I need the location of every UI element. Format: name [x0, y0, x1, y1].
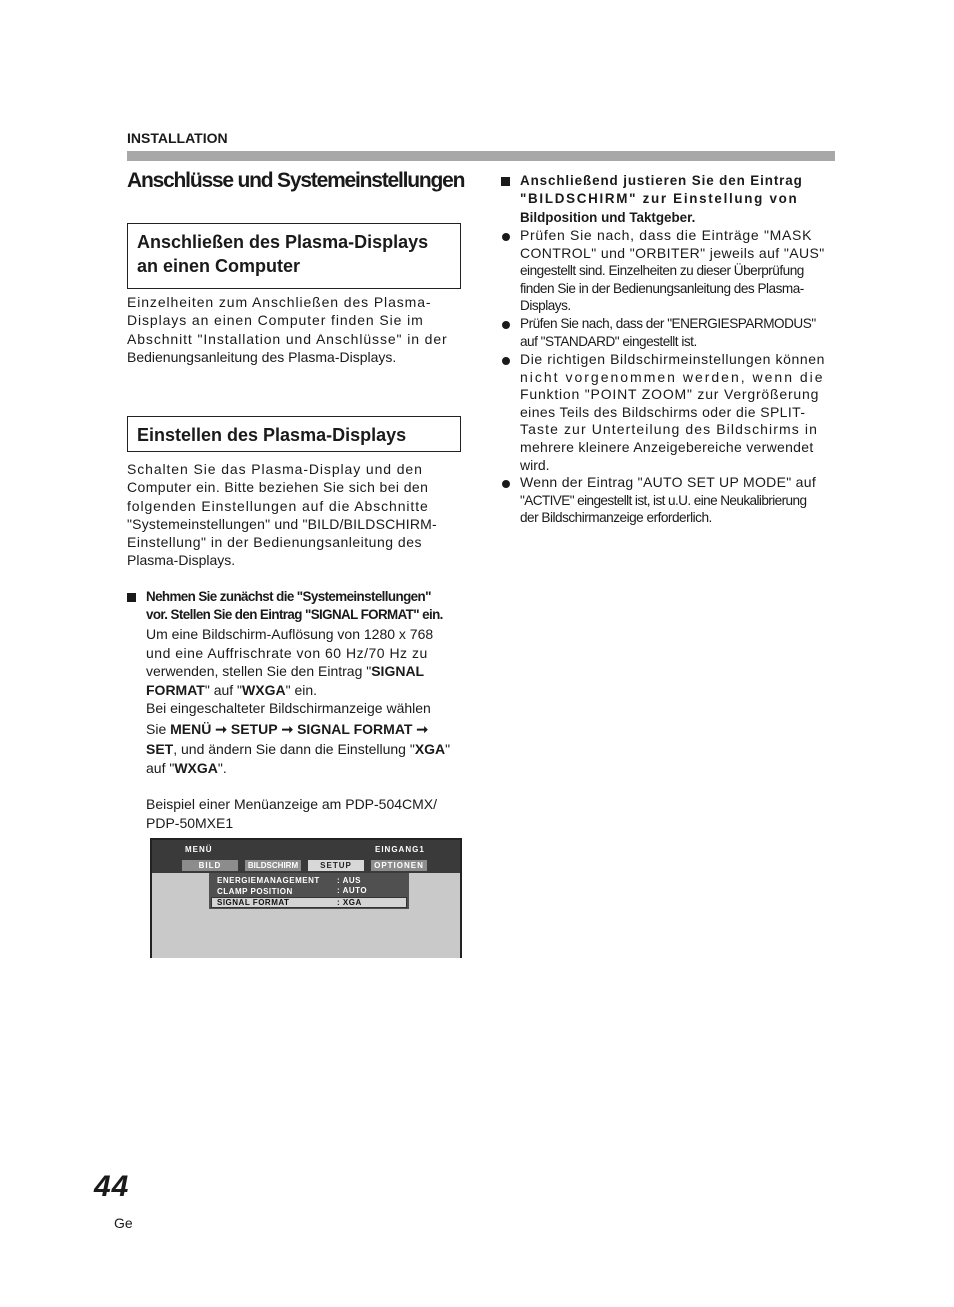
text-run: , und ändern Sie dann die Einstellung " — [173, 741, 415, 757]
menu-tab-optionen: OPTIONEN — [371, 860, 427, 871]
square-bullet-icon — [501, 177, 510, 186]
bullet-dot-icon — [502, 233, 510, 241]
text-line: und eine Auffrischrate von 60 Hz/70 Hz zu — [146, 644, 428, 661]
heading-line: Anschließen des Plasma-Displays — [137, 232, 429, 252]
menu-row-label: CLAMP POSITION — [217, 887, 293, 896]
page-number: 44 — [94, 1170, 130, 1203]
text-run: XGA — [414, 741, 446, 757]
text-run: FORMAT — [146, 681, 205, 698]
text-line: "ACTIVE" eingestellt ist, ist u.U. eine Neukalibrierung — [520, 492, 807, 508]
text-run: verwenden, stellen Sie den Eintrag " — [146, 663, 372, 679]
text-line: Nehmen Sie zunächst die "Systemeinstellungen" — [146, 589, 431, 604]
text-line: Wenn der Eintrag "AUTO SET UP MODE" auf — [520, 474, 817, 490]
body-signal-format — [146, 625, 462, 832]
text-line: eines Teils des Bildschirms oder die SPLIT- — [520, 403, 806, 420]
arrow-right-icon: ➞ — [215, 720, 227, 737]
menu-row-label: SIGNAL FORMAT — [217, 898, 290, 907]
text-line — [146, 662, 462, 681]
text-run: WXGA — [242, 681, 286, 698]
text-line: Schalten Sie das Plasma-Display und den — [127, 461, 423, 477]
text-line: folgenden Einstellungen auf die Abschnitte — [127, 497, 429, 514]
heading-line: Einstellen des Plasma-Displays — [137, 425, 407, 445]
text-line: "BILDSCHIRM" zur Einstellung von — [520, 191, 799, 207]
item-energiesparmodus — [520, 315, 836, 350]
text-run: auf " — [146, 759, 175, 776]
section-label: INSTALLATION — [127, 130, 228, 146]
text-line: Prüfen Sie nach, dass der "ENERGIESPARMODUS" — [520, 316, 816, 331]
text-line: PDP-50MXE1 — [146, 814, 234, 831]
text-line: der Bildschirmanzeige erforderlich. — [520, 510, 712, 526]
text-line: Abschnitt "Installation und Anschlüsse" in der — [127, 330, 448, 347]
menu-row-value: : AUS — [337, 876, 361, 885]
text-line: Bedienungsanleitung des Plasma-Displays. — [127, 348, 397, 365]
text-line: Plasma-Displays. — [127, 552, 236, 569]
text-run: SIGNAL — [371, 663, 425, 679]
menu-input-label: EINGANG1 — [375, 845, 425, 854]
text-run: " — [445, 741, 451, 757]
text-line: Einzelheiten zum Anschließen des Plasma- — [127, 294, 432, 310]
arrow-right-icon: ➞ — [281, 720, 294, 737]
bullet-dot-icon — [502, 480, 510, 488]
text-line — [146, 720, 462, 739]
menu-screenshot — [150, 838, 462, 958]
item-point-zoom — [520, 351, 836, 474]
text-line: eingestellt sind. Einzelheiten zu dieser Überprüfung — [520, 263, 804, 279]
text-line: Displays an einen Computer finden Sie im — [127, 312, 424, 329]
text-run: ". — [217, 759, 227, 776]
text-run: MENÜ — [170, 720, 212, 737]
bullet-heading-bildschirm — [520, 172, 830, 227]
item-auto-setup — [520, 474, 836, 527]
text-line: Die richtigen Bildschirmeinstellungen können — [520, 351, 825, 367]
menu-header — [152, 840, 460, 873]
page-title: Anschlüsse und Systemeinstellungen — [127, 169, 465, 192]
text-line: wird. — [520, 456, 550, 473]
text-run: " ein. — [285, 681, 318, 698]
text-line: CONTROL" und "ORBITER" jeweils auf "AUS" — [520, 244, 825, 261]
text-line: Beispiel einer Menüanzeige am PDP-504CMX/ — [146, 796, 438, 812]
text-line: nicht vorgenommen werden, wenn die — [520, 368, 825, 385]
text-line: Um eine Bildschirm-Auflösung von 1280 x 768 — [146, 626, 434, 642]
menu-row-value: : XGA — [337, 898, 362, 907]
text-line: finden Sie in der Bedienungsanleitung des Plasma- — [520, 280, 804, 296]
text-line: vor. Stellen Sie den Eintrag "SIGNAL FORMAT" ein. — [146, 607, 443, 623]
text-run: SETUP — [230, 720, 278, 737]
text-run: SET — [146, 741, 174, 757]
text-run: WXGA — [174, 759, 218, 776]
heading-line: an einen Computer — [137, 256, 301, 276]
text-line: Funktion "POINT ZOOM" zur Vergrößerung — [520, 386, 820, 403]
text-run: " auf " — [204, 681, 243, 698]
text-line: Bei eingeschalteter Bildschirmanzeige wählen — [146, 700, 431, 716]
text-line: Einstellung" in der Bedienungsanleitung des — [127, 534, 422, 551]
bullet-heading-system — [146, 588, 466, 625]
text-line — [146, 681, 462, 700]
text-line: "Systemeinstellungen" und "BILD/BILDSCHIRM- — [127, 515, 437, 532]
text-run: Sie — [146, 720, 171, 737]
menu-tab-bildschirm: BILDSCHIRM — [245, 860, 301, 871]
bullet-dot-icon — [502, 357, 510, 365]
menu-row-value: : AUTO — [337, 886, 368, 895]
menu-row-label: ENERGIEMANAGEMENT — [217, 876, 320, 885]
heading-connect-computer — [127, 223, 461, 289]
paragraph-connect — [127, 293, 462, 366]
menu-tab-bild: BILD — [182, 860, 238, 871]
paragraph-setup — [127, 460, 462, 570]
item-mask-control — [520, 227, 836, 315]
text-line: Taste zur Unterteilung des Bildschirms in — [520, 421, 818, 438]
text-line — [146, 759, 462, 778]
header-rule — [127, 151, 835, 161]
menu-setup-panel — [209, 873, 409, 909]
text-line: Bildposition und Taktgeber. — [520, 209, 696, 225]
text-line: Anschließend justieren Sie den Eintrag — [520, 173, 803, 188]
bullet-dot-icon — [502, 321, 510, 329]
text-line: Prüfen Sie nach, dass die Einträge "MASK — [520, 227, 813, 243]
menu-title: MENÜ — [185, 845, 213, 854]
text-line: mehrere kleinere Anzeigebereiche verwendet — [520, 438, 814, 455]
menu-tab-setup: SETUP — [308, 860, 364, 871]
text-line: Displays. — [520, 298, 571, 314]
text-line: auf "STANDARD" eingestellt ist. — [520, 333, 697, 349]
square-bullet-icon — [127, 593, 136, 602]
text-run: SIGNAL FORMAT — [297, 720, 413, 737]
text-line — [146, 740, 462, 759]
heading-setup-display — [127, 416, 461, 452]
arrow-right-icon: ➞ — [416, 720, 429, 737]
text-line: Computer ein. Bitte beziehen Sie sich bei den — [127, 479, 429, 496]
language-code: Ge — [114, 1215, 133, 1231]
